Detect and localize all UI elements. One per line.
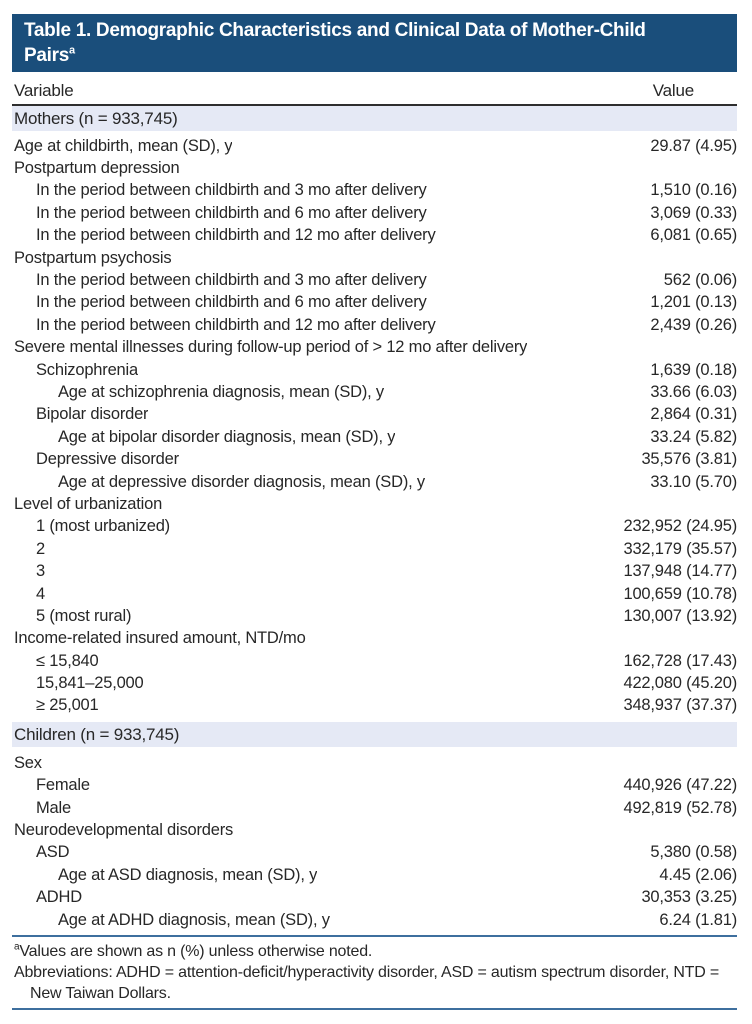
table-title-bar [12, 14, 737, 72]
table-body [12, 106, 737, 935]
row-label: In the period between childbirth and 6 mo after delivery [36, 203, 427, 222]
table-title [24, 20, 646, 66]
column-header-variable: Variable [14, 81, 74, 100]
table-row [12, 337, 737, 359]
section-rows [12, 747, 737, 935]
row-value: 100,659 (10.78) [623, 584, 737, 603]
row-value: 4.45 (2.06) [659, 865, 737, 884]
table-title-line2: Pairs [24, 45, 69, 66]
row-value: 33.24 (5.82) [650, 427, 737, 446]
table-title-line1: Table 1. Demographic Characteristics and Clinical Data of Mother-Child [24, 20, 646, 41]
row-value: 35,576 (3.81) [641, 450, 737, 469]
row-label: ADHD [36, 888, 82, 907]
table-row [12, 180, 737, 202]
row-value: 5,380 (0.58) [650, 843, 737, 862]
table-row [12, 560, 737, 582]
row-value: 1,639 (0.18) [650, 360, 737, 379]
row-label: In the period between childbirth and 3 mo after delivery [36, 271, 427, 290]
row-label: Female [36, 776, 90, 795]
row-label: Postpartum psychosis [14, 248, 172, 267]
table-row [12, 887, 737, 909]
row-value: 33.10 (5.70) [650, 472, 737, 491]
footnote-values [14, 941, 737, 962]
table-row [12, 752, 737, 774]
table-row [12, 864, 737, 886]
footnotes [12, 937, 737, 1008]
row-value: 422,080 (45.20) [623, 674, 737, 693]
row-label: Male [36, 798, 71, 817]
row-label: In the period between childbirth and 12 mo after delivery [36, 226, 436, 245]
row-label: Bipolar disorder [36, 405, 149, 424]
table-row [12, 314, 737, 336]
table-row [12, 650, 737, 672]
table-row [12, 605, 737, 627]
row-label: Age at depressive disorder diagnosis, mean (SD), y [58, 472, 425, 491]
row-value: 162,728 (17.43) [623, 651, 737, 670]
row-label: Income-related insured amount, NTD/mo [14, 629, 306, 648]
row-label: Age at ASD diagnosis, mean (SD), y [58, 865, 318, 884]
table-row [12, 225, 737, 247]
row-value: 232,952 (24.95) [623, 517, 737, 536]
row-value: 130,007 (13.92) [623, 606, 737, 625]
table-row [12, 269, 737, 291]
row-value: 1,201 (0.13) [650, 293, 737, 312]
table-row [12, 695, 737, 717]
table-row [12, 404, 737, 426]
title-footnote-marker: a [68, 44, 75, 57]
table-row [12, 775, 737, 797]
row-value: 6,081 (0.65) [650, 226, 737, 245]
table-row [12, 471, 737, 493]
row-value: 3,069 (0.33) [650, 203, 737, 222]
footnote-values-marker: a [14, 941, 20, 953]
row-value: 33.66 (6.03) [650, 382, 737, 401]
table-row [12, 448, 737, 470]
row-value: 348,937 (37.37) [623, 696, 737, 715]
row-label: ≤ 15,840 [36, 651, 99, 670]
column-header-value: Value [652, 81, 694, 100]
row-label: Age at childbirth, mean (SD), y [14, 136, 233, 155]
footnote-values-text: Values are shown as n (%) unless otherwise noted. [19, 943, 373, 961]
table-row [12, 797, 737, 819]
row-label: Level of urbanization [14, 494, 163, 513]
row-label: 15,841–25,000 [36, 674, 144, 693]
row-value: 492,819 (52.78) [623, 798, 737, 817]
row-label: 4 [36, 584, 45, 603]
row-value: 6.24 (1.81) [659, 910, 737, 929]
row-value: 137,948 (14.77) [623, 562, 737, 581]
row-label: 1 (most urbanized) [36, 517, 170, 536]
row-label: 3 [36, 562, 45, 581]
row-value: 2,864 (0.31) [650, 405, 737, 424]
column-header-row [12, 72, 737, 106]
section-header: Mothers (n = 933,745) [12, 106, 737, 131]
table-row [12, 426, 737, 448]
table-row [12, 493, 737, 515]
table-row [12, 157, 737, 179]
row-label: Age at schizophrenia diagnosis, mean (SD), y [58, 382, 384, 401]
row-label: Depressive disorder [36, 450, 179, 469]
section-header: Children (n = 933,745) [12, 722, 737, 747]
table-row [12, 538, 737, 560]
table-row [12, 819, 737, 841]
table-row [12, 359, 737, 381]
row-label: In the period between childbirth and 12 mo after delivery [36, 315, 436, 334]
table-row [12, 516, 737, 538]
row-label: ASD [36, 843, 70, 862]
table-row [12, 842, 737, 864]
table-row [12, 583, 737, 605]
row-label: ≥ 25,001 [36, 696, 99, 715]
table-row [12, 292, 737, 314]
row-label: Schizophrenia [36, 360, 138, 379]
row-label: Neurodevelopmental disorders [14, 821, 234, 840]
row-label: In the period between childbirth and 6 mo after delivery [36, 293, 427, 312]
row-label: Severe mental illnesses during follow-up period of > 12 mo after delivery [14, 338, 528, 357]
table-row [12, 135, 737, 157]
table-row [12, 381, 737, 403]
row-value: 29.87 (4.95) [650, 136, 737, 155]
table-row [12, 672, 737, 694]
table-row [12, 909, 737, 931]
footnote-abbreviations: Abbreviations: ADHD = attention-deficit/hyperactivity disorder, ASD = autism spectrum disorder, NTD = New Taiwan Dollars. [14, 964, 720, 1003]
table-row [12, 247, 737, 269]
row-label: Age at bipolar disorder diagnosis, mean (SD), y [58, 427, 396, 446]
row-value: 30,353 (3.25) [641, 888, 737, 907]
row-label: 2 [36, 539, 45, 558]
table-row [12, 628, 737, 650]
row-label: Postpartum depression [14, 159, 180, 178]
row-label: Sex [14, 753, 42, 772]
row-value: 562 (0.06) [663, 271, 737, 290]
table-row [12, 202, 737, 224]
row-label: In the period between childbirth and 3 mo after delivery [36, 181, 427, 200]
section-rows [12, 131, 737, 722]
row-value: 332,179 (35.57) [623, 539, 737, 558]
table-bottom-rule [12, 1008, 737, 1010]
row-label: Age at ADHD diagnosis, mean (SD), y [58, 910, 330, 929]
row-label: 5 (most rural) [36, 606, 132, 625]
row-value: 2,439 (0.26) [650, 315, 737, 334]
row-value: 1,510 (0.16) [650, 181, 737, 200]
row-value: 440,926 (47.22) [623, 776, 737, 795]
